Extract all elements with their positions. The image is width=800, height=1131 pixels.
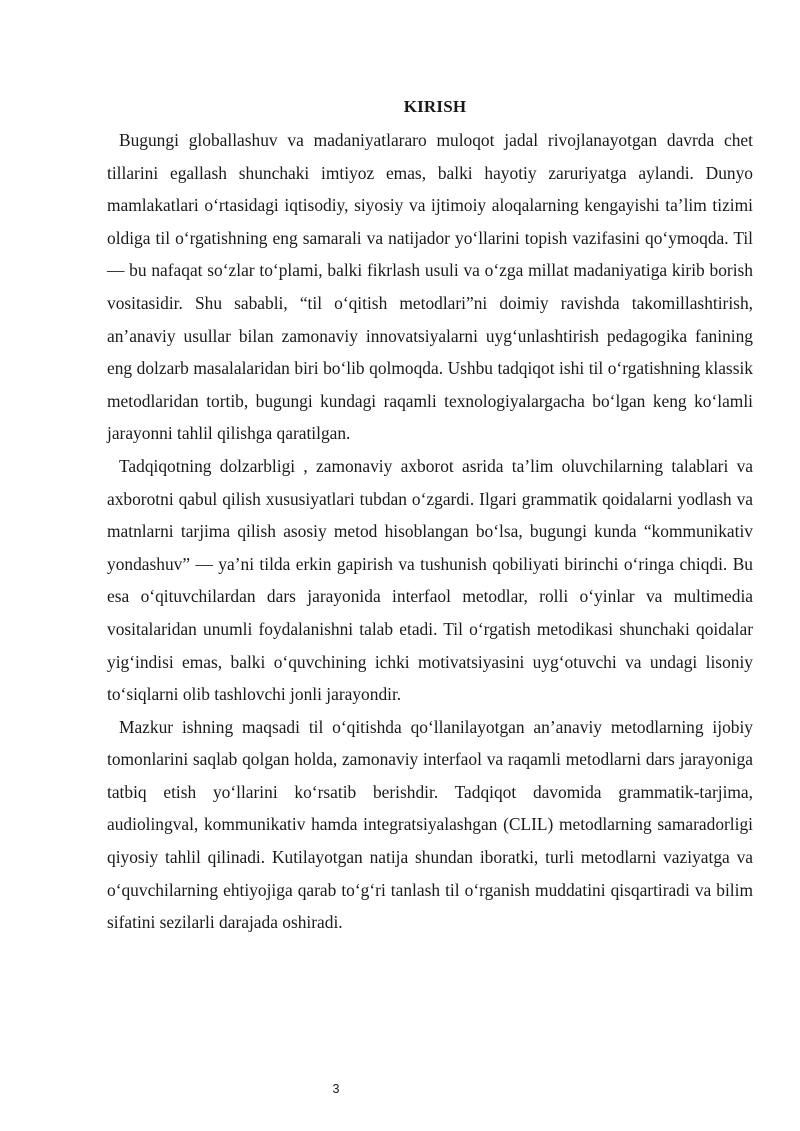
section-heading: KIRISH xyxy=(403,97,467,116)
page-number: 3 xyxy=(332,1082,340,1096)
body-text xyxy=(107,124,753,939)
paragraph-relevance: Tadqiqotning dolzarbligi , zamonaviy axborot asrida ta’lim oluvchilarning talablari va axborotni qabul qilish xususiyatlari tubdan o‘zgardi. Ilgari grammatik qoidalarni yodlash va matnlarni tarjima qilish asosiy metod hisoblangan bo‘lsa, bugungi kunda “kommunikativ yondashuv” — ya’ni tilda erkin gapirish va tushunish qobiliyati birinchi o‘ringa chiqdi. Bu esa o‘qituvchilardan dars jarayonida interfaol metodlar, rolli o‘yinlar va multimedia vositalaridan unumli foydalanishni talab etadi. Til o‘rgatish metodikasi shunchaki qoidalar yig‘indisi emas, balki o‘quvchining ichki motivatsiyasini uyg‘otuvchi va undagi lisoniy to‘siqlarni olib tashlovchi jonli jarayondir. xyxy=(107,455,753,705)
paragraph-goal: Mazkur ishning maqsadi til o‘qitishda qo‘llanilayotgan an’anaviy metodlarning ijobiy tomonlarini saqlab qolgan holda, zamonaviy interfaol va raqamli metodlarni dars jarayoniga tatbiq etish yo‘llarini ko‘rsatib berishdir. Tadqiqot davomida grammatik-tarjima, audiolingval, kommunikativ hamda integratsiyalashgan (CLIL) metodlarning samaradorligi qiyosiy tahlil qilinadi. Kutilayotgan natija shundan iboratki, turli metodlarni vaziyatga va o‘quvchilarning ehtiyojiga qarab to‘g‘ri tanlash til o‘rganish muddatini qisqartiradi va bilim sifatini sezilarli darajada oshiradi. xyxy=(107,716,753,933)
paragraph-introduction: Bugungi globallashuv va madaniyatlararo muloqot jadal rivojlanayotgan davrda chet tillarini egallash shunchaki imtiyoz emas, balki hayotiy zaruriyatga aylandi. Dunyo mamlakatlari o‘rtasidagi iqtisodiy, siyosiy va ijtimoiy aloqalarning kengayishi ta’lim tizimi oldiga til o‘rgatishning eng samarali va natijador yo‘llarini topish vazifasini qo‘ymoqda. Til — bu nafaqat so‘zlar to‘plami, balki fikrlash usuli va o‘zga millat madaniyatiga kirib borish vositasidir. Shu sababli, “til o‘qitish metodlari”ni doimiy ravishda takomillashtirish, an’anaviy usullar bilan zamonaviy innovatsiyalarni uyg‘unlashtirish pedagogika fanining eng dolzarb masalalaridan biri bo‘lib qolmoqda. Ushbu tadqiqot ishi til o‘rgatishning klassik metodlaridan tortib, bugungi kundagi raqamli texnologiyalargacha bo‘lgan keng ko‘lamli jarayonni tahlil qilishga qaratilgan. xyxy=(107,130,753,444)
